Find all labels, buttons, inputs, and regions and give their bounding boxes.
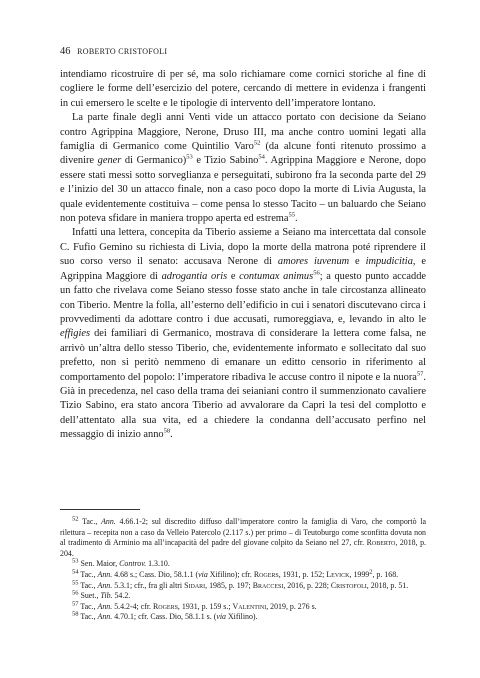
text-run: di Germanico): [121, 155, 187, 167]
small-caps-text: Levick: [326, 569, 350, 579]
text-run: Tac.,: [78, 569, 98, 579]
text-run: e: [227, 270, 240, 282]
text-run: . Già in precedenza, nel caso della trama dei seianiani contro il summenzionato cavaliere Tizio Sabino, era stato ancora Tiberio ad avvalorare da Capri la tesi del complotto e dell’attentato alla sua vita, ed a chiedere la condanna dell’accusato perfino nel messaggio di inizio anno: [60, 371, 426, 441]
text-run: Sen. Maior,: [78, 559, 120, 569]
footnote-ref: 55: [288, 211, 295, 219]
small-caps-text: Braccesi: [252, 580, 284, 590]
footnote: [60, 602, 426, 613]
text-run: , 1931, p. 159 s.;: [177, 601, 233, 611]
italic-text: adrogantia oris: [161, 270, 228, 282]
body-paragraph: [60, 226, 426, 442]
small-caps-text: Rogers: [253, 569, 279, 579]
text-run: dei familiari di Germanico, mostrava di considerare la lettera come falsa, ne arrivò un’altra dello stesso Tiberio, che, evidentemente informato e sollecitato dal suo prefetto, non si peritò nemmeno di emanare un editto censorio in riferimento al comportamento del popolo: l’imperatore ribadiva le accuse contro il nipote e la nuora: [60, 328, 426, 383]
footnote-ref: 55: [72, 578, 79, 586]
small-caps-text: Sidari: [184, 580, 206, 590]
text-run: , 2016, p. 228;: [283, 580, 331, 590]
footnote-ref: 53: [72, 557, 79, 565]
text-run: , 2018, p. 204.: [60, 538, 426, 558]
footnote-ref: 58: [72, 610, 79, 618]
text-run: , 2019, p. 276 s.: [266, 601, 317, 611]
italic-text: via: [216, 612, 226, 622]
footnote-ref: 54: [72, 568, 79, 576]
small-caps-text: Roberto: [366, 538, 396, 548]
text-run: , 1999: [349, 569, 370, 579]
footnote: [60, 517, 426, 559]
text-run: , e Agrippina Maggiore di: [60, 256, 426, 282]
text-run: Tac.,: [78, 612, 98, 622]
text-run: .: [170, 429, 173, 441]
italic-text: via: [198, 569, 208, 579]
footnote: [60, 578, 426, 592]
footnote: [60, 570, 426, 581]
text-run: Tac.,: [78, 517, 102, 526]
footnote-ref: 2: [369, 568, 373, 576]
footnote-ref: 53: [186, 153, 193, 161]
italic-text: Ann.: [97, 580, 113, 590]
text-run: , 2018, p. 51.: [366, 580, 409, 590]
footnote-ref: 54: [258, 153, 265, 161]
text-run: 1.3.10.: [146, 559, 170, 569]
footnote-separator: [60, 509, 140, 510]
italic-text: amores iuvenum: [277, 256, 350, 268]
running-header: [60, 46, 167, 57]
footnote-ref: 58: [163, 427, 171, 435]
text-run: 4.68 s.; Cass. Dio, 58.1.1 (: [112, 569, 199, 579]
footnotes: [60, 517, 426, 623]
text-run: ; a questo punto accadde un fatto che rivelava come Seiano stesso fosse stato anche in tale circostanza allineato con Tiberio. Mentre la folla, all’esterno dell’edificio in cui i senatori discutevano circa i provvedimenti da adottare contro i due accusati, rumoreggiava, e, levando in alto le: [60, 270, 427, 325]
text-run: Xifilino).: [225, 612, 258, 622]
footnote: [60, 591, 426, 602]
italic-text: Ann.: [97, 601, 113, 611]
italic-text: impudicitia: [365, 256, 413, 268]
running-head-author: ROBERTO CRISTOFOLI: [77, 47, 168, 56]
footnote: [60, 612, 426, 623]
text-run: 5.3.1; cfr., fra gli altri: [112, 580, 185, 590]
text-run: , p. 168.: [372, 569, 399, 579]
italic-text: contumax animus: [239, 270, 314, 282]
text-run: Tac.,: [78, 601, 98, 611]
italic-text: gener: [97, 155, 122, 167]
text-run: intendiamo ricostruire di per sé, ma solo richiamare come cornici storiche al fine di cogliere le forme dell’esercizio del potere, cercando di mettere in evidenza i frangenti in cui emersero le scelte e le tipologie di intervento dell’imperatore lontano.: [60, 69, 426, 109]
italic-text: Controv.: [119, 559, 147, 569]
small-caps-text: Rogers: [152, 601, 178, 611]
footnote-ref: 52: [72, 515, 79, 523]
italic-text: Ann.: [97, 569, 113, 579]
italic-text: Ann.: [97, 612, 113, 622]
text-run: Infatti una lettera, concepita da Tiberio assieme a Seiano ma intercettata dal console C. Fufio Gemino su richiesta di Livia, dopo la morte della matrona poté riprendere il suo corso verso il senato: accusava Nerone di: [60, 227, 426, 268]
footnote-ref: 56: [72, 589, 79, 597]
main-text: [60, 68, 426, 443]
small-caps-text: Cristofoli: [330, 580, 367, 590]
text-run: Xifilino); cfr.: [207, 569, 254, 579]
footnote-ref: 57: [72, 600, 79, 608]
text-run: 5.4.2-4; cfr.: [112, 601, 153, 611]
text-run: , 1985, p. 197;: [205, 580, 253, 590]
text-run: (da alcune fonti ritenuto prossimo a divenire: [60, 141, 427, 167]
text-run: . Agrippina Maggiore e Nerone, dopo essere stati messi sotto sorveglianza e perseguitati, subirono fra la seconda parte del 29 e l’inizio del 30 un attacco finale, non a caso poco dopo la morte di Livia Augusta, la quale evidentemente costituiva – come pensa lo stesso Tacito – un baluardo che Seiano non poteva sfidare in maniera troppo aperta ed estrema: [60, 155, 426, 225]
small-caps-text: Valentini: [232, 601, 267, 611]
text-run: e Tizio Sabino: [192, 155, 259, 167]
page-number: 46: [60, 46, 71, 57]
text-run: .: [295, 213, 298, 225]
footnote-ref: 56: [313, 269, 320, 277]
footnote-ref: 52: [253, 139, 261, 147]
text-run: e: [349, 256, 366, 268]
footnote-ref: 57: [416, 370, 424, 378]
text-run: La parte finale degli anni Venti vide un attacco portato con decisione da Seiano contro Agrippina Maggiore, Nerone, Druso III, ma anche contro uomini legati alla famiglia di Germanico come Quintilio Varo: [60, 112, 426, 153]
body-paragraph: [60, 111, 426, 226]
text-run: 54.2.: [112, 591, 131, 601]
italic-text: Tib.: [100, 591, 113, 601]
text-run: , 1931, p. 152;: [278, 569, 327, 579]
italic-text: effigies: [60, 328, 91, 340]
text-run: Suet.,: [78, 591, 101, 601]
text-run: 4.70.1; cfr. Cass. Dio, 58.1.1 s. (: [112, 612, 217, 622]
italic-text: Ann.: [101, 517, 116, 526]
body-paragraph: [60, 68, 426, 111]
text-run: Tac.,: [78, 580, 98, 590]
text-run: 4.66.1-2; sul discredito diffuso dall’imperatore contro la famiglia di Varo, che comportò la rilettura – recepita non a caso da Velleio Patercolo (2.117 s.) per primo – di Teutoburgo come sconfitta dovuta non al tradimento di Arminio ma all’incapacità del padre del giovane colpito da Seiano nel 27, cfr.: [60, 517, 427, 548]
